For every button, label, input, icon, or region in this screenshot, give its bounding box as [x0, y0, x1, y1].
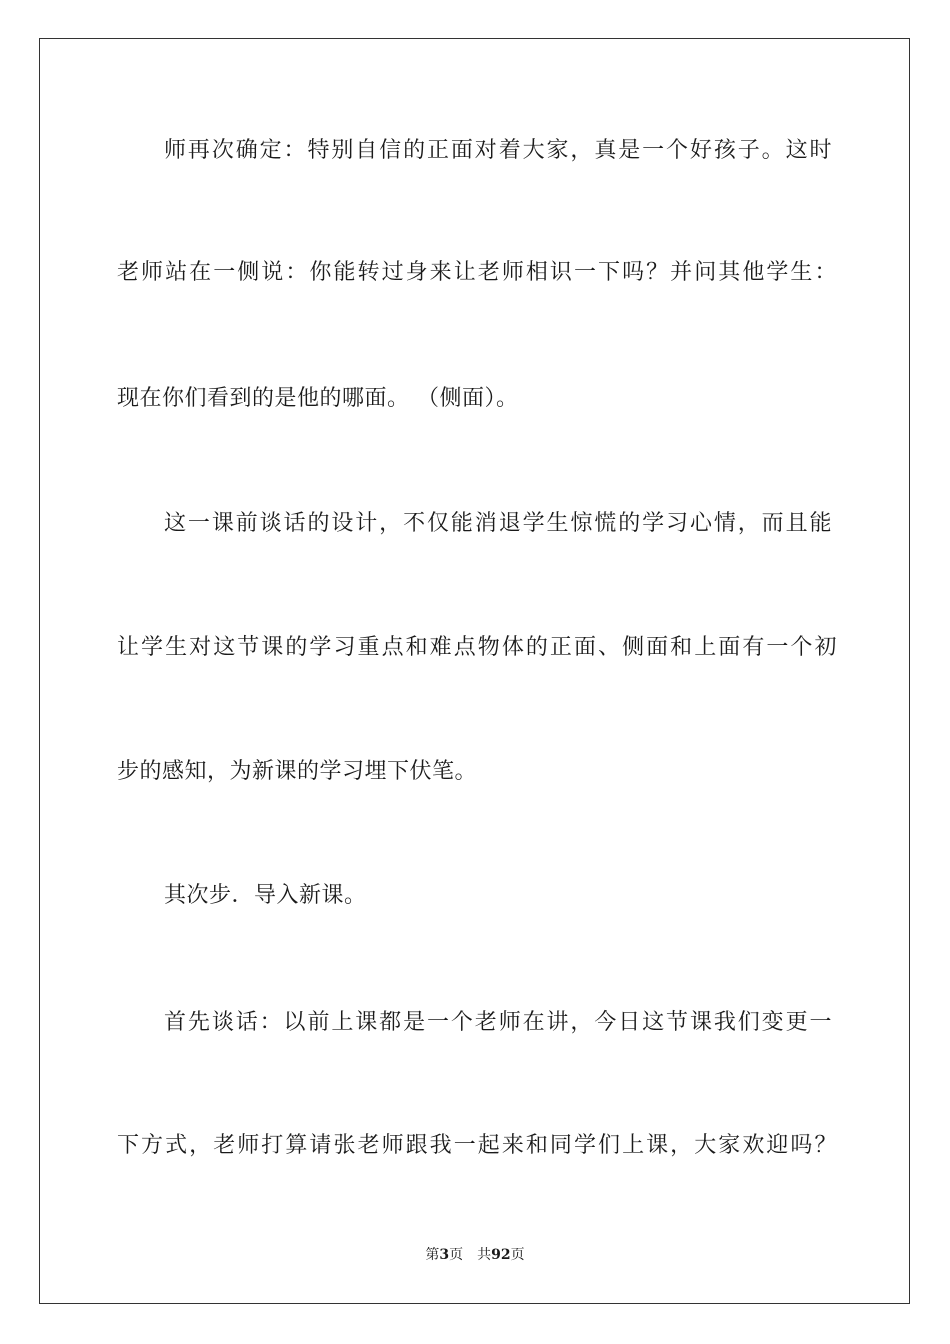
page-number: 3 [439, 1247, 450, 1263]
paragraph-line-9: 下方式，老师打算请张老师跟我一起来和同学们上课，大家欢迎吗？ [117, 1133, 837, 1158]
total-suffix: 页 [510, 1247, 525, 1263]
page-footer [0, 1246, 950, 1264]
page-suffix: 页 [449, 1247, 464, 1263]
paragraph-line-8: 首先谈话：以前上课都是一个老师在讲，今日这节课我们变更一 [164, 1010, 832, 1035]
total-prefix: 共 [477, 1247, 492, 1263]
page-border [39, 38, 910, 1304]
page-prefix: 第 [425, 1247, 440, 1263]
paragraph-line-6: 步的感知，为新课的学习埋下伏笔。 [117, 759, 478, 784]
paragraph-line-4: 这一课前谈话的设计，不仅能消退学生惊慌的学习心情，而且能 [164, 511, 832, 536]
paragraph-line-1: 师再次确定：特别自信的正面对着大家，真是一个好孩子。这时 [164, 138, 832, 163]
paragraph-line-5: 让学生对这节课的学习重点和难点物体的正面、侧面和上面有一个初 [117, 635, 837, 660]
paragraph-line-3: 现在你们看到的是他的哪面。 （侧面）。 [117, 386, 519, 411]
paragraph-line-7: 其次步．导入新课。 [164, 883, 367, 908]
paragraph-line-2: 老师站在一侧说：你能转过身来让老师相识一下吗？并问其他学生： [117, 260, 837, 285]
total-pages: 92 [491, 1247, 511, 1263]
